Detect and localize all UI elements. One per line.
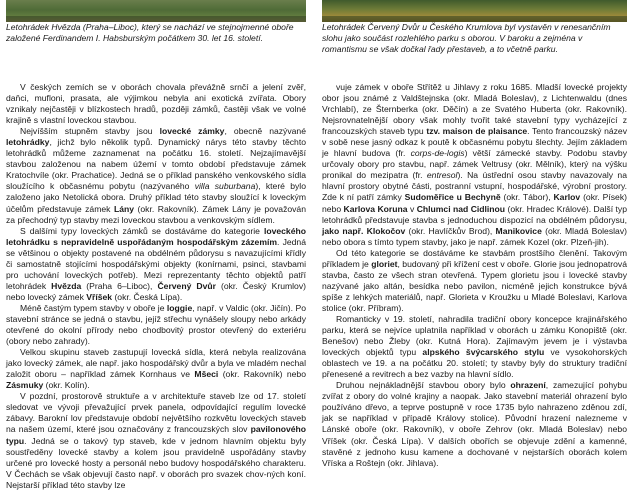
- text-run: Velkou skupinu staveb zastupují lovecká sídla, která nebyla realizována jako lovecký zámek, ale např. jako hospodářský dvůr a byla ve mladém nechal založit oboru – například zámek Kornhaus ve: [6, 347, 306, 380]
- bold-term: Lány: [113, 203, 135, 214]
- bold-term: pavilonového typu: [6, 424, 306, 446]
- text-run: V českých zemích se v oborách chovala převážně srnčí a jelení zvěř, daňci, mufloni, prasata, ale výjimkou nebyla ani exotická zvířata. Obory vznikaly nejčastěji v blízkostech hradů, později zámků, častěji však ve volné krajině s vlastní loveckou stavbou.: [6, 82, 306, 126]
- text-run: . Jedná se většinou o objekty postavené na obdélném půdorysu s navazujícími křídly či samostatně stojícími hospodářskými objekty (konírnami, psinci, stavbami pro uchování loveckých potřeb). Mezi reprezentanty těchto objektů patří letohrádek: [6, 236, 306, 291]
- paragraph: [6, 226, 306, 303]
- bold-term: Zásmuky: [6, 380, 44, 391]
- text-run: (okr. Písek) nebo: [322, 192, 627, 214]
- text-run: (okr. Český Krumlov) nebo lovecký zámek: [6, 280, 306, 302]
- bold-term: Mšeci: [194, 369, 219, 380]
- text-run: (okr. Rakovník) nebo: [218, 369, 306, 380]
- paragraph: [322, 380, 627, 468]
- text-run: (okr. Tábor),: [500, 192, 554, 203]
- text-run: . Jedná se o takový typ staveb, kde v jednom hlavním objektu byly soustředěny lovecké stavby a kolem jsou pravidelně uspořádány stavby určené pro lovecké hosty a personál nebo budovy hospodářského charakteru. V Čechách se však objevují často např. v oborách pro svazek chov-ných koní. Nejstarší příklad této stavby lze: [6, 435, 306, 490]
- text-run: (okr. Hradec Králové). Další typ letohrádků představuje stavba s jednoduchou dispozicí na obdélném půdorysu,: [322, 203, 627, 225]
- bold-term: tzv. maison de plaisance: [426, 126, 528, 137]
- text-run: v: [407, 203, 417, 214]
- text-run: (okr. Česká Lípa).: [112, 291, 183, 302]
- paragraph: [6, 347, 306, 391]
- text-run: (Praha 6–Liboc),: [81, 280, 158, 291]
- bold-term: Sudoměřice u Bechyně: [404, 192, 501, 203]
- bold-term: Vříšek: [86, 291, 113, 302]
- text-run: Méně častým typem stavby v oboře je: [20, 302, 167, 313]
- bold-term: gloriet: [371, 258, 398, 269]
- text-run: ) větší zámecké stavby. Podobu stavby určovaly obory pro stavbu, např. zámek Veltrusy (okr. Mělník), který na výšku pronikal do mezipatra (fr.: [322, 148, 628, 181]
- text-run: ), které bylo založeno jako Netolická obora. Druhý příklad této stavby sloužící k loveckým účelům představuje zámek: [6, 181, 306, 214]
- paragraph: [322, 82, 627, 248]
- paragraph: [322, 314, 627, 380]
- text-run: , obecně nazývané: [224, 126, 306, 137]
- bold-term: jako např. Klokočov: [322, 225, 406, 236]
- text-run: . Tento francouzský název v sobě nese jasný odkaz k poutě k občasnému pobytu šlechty. Jejím základem je hlavní budova (fr.: [322, 126, 628, 159]
- paragraph: [6, 126, 306, 225]
- caption-cerveny-dvur: Letohrádek Červený Dvůr u Českého Krumlova byl vystavěn v renesančním slohu jako součást rozlehlého parku s oborou. V baroku a zejména v romantismu se však dočkal řady přestaveb, a to včetně parku.: [322, 22, 611, 54]
- article-column-left: [6, 82, 306, 490]
- italic-term: entresol: [426, 170, 458, 181]
- text-run: (okr. Mladá Boleslav) nebo obora s tímto typem stavby, jako je např. zámek Kozel (okr. Plzeň-jih).: [322, 225, 627, 247]
- text-run: V pozdní, prostorově struktuře a v architektuře staveb lze od 17. století sledovat ve vývoji převažující prvek panela, odpovídající regulím lovecké zábavy. Barokní lov představuje období největšího rozkvětu loveckých staveb na našem území, které jsou označovány z francouzských slov: [6, 391, 306, 435]
- text-run: , zamezující pohybu zvířat z obory do volné krajiny a naopak. Jako stavební materiál ohrazení bylo používáno dřevo, a teprve postupně v roce 1735 bylo nahrazeno zděnou zdí, jak se například v případě Královy stolice). Původní hrazení nalezneme v Lánské oboře (okr. Rakovník), v oboře Zehrov (okr. Mladá Boleslav) nebo Vříšek (okr. Česká Lípa). V dalších obořích se objevuje zdění a kamenné, stavěné z jednoho kusu kamene a dochované v nejstarších oborách kolem Vříska a Roštejn (okr. Jihlava).: [322, 380, 627, 468]
- text-run: Nejvíšším stupněm stavby jsou: [20, 126, 160, 137]
- text-run: (okr. Rakovník). Zámek Lány je považován za přechodný typ stavby mezi loveckou stavbou a venkovským sídlem.: [6, 203, 306, 225]
- paragraph: [6, 82, 306, 126]
- text-run: , jichž bylo několik typů. Dynamický nárys této stavby těchto letohrádků můžeme zaznamenat na počátku 16. století. Nejzajímavější stavbou založenou na nabem úžemí v tomto období představuje zámek Kratochvíle (okr. Prachatice). Jedná se o příklad panského venkovského sídla sloužícího k občasnému pobytu (nazývaného: [6, 137, 306, 192]
- text-run: (okr. Havlíčkův Brod),: [405, 225, 496, 236]
- text-run: Druhou nejnákladnější stavbou obory bylo: [336, 380, 511, 391]
- bold-term: lovecké zámky: [159, 126, 225, 137]
- paragraph: [6, 303, 306, 347]
- text-run: , např. v Valdic (okr. Jičín). Po stavební stránce se jedná o stavbu, jejíž střechu vynášely sloupy nebo arkády otevřené do okolní přírody nebo chodbovitý prostor otevřený do exteriéru (obory nebo zahrady).: [6, 302, 306, 347]
- text-run: (okr. Kolín).: [43, 380, 90, 391]
- bold-term: Karlova Koruna: [343, 203, 408, 214]
- bold-term: alpského švýcarského stylu: [422, 347, 545, 358]
- bold-term: loveckého letohrádku s nepravidelně uspořádaným hospodářským zázemím: [6, 225, 306, 247]
- italic-term: villa suburbana: [194, 181, 256, 192]
- bold-term: Hvězda: [51, 280, 82, 291]
- photo-hvezda: [6, 0, 306, 22]
- bold-term: ohrazení: [510, 380, 546, 391]
- italic-term: corps-de-logis: [410, 148, 465, 159]
- bold-term: letohrádky: [6, 137, 50, 148]
- bold-term: loggie: [166, 302, 193, 313]
- paragraph: [6, 391, 306, 490]
- bold-term: Karlov: [553, 192, 581, 203]
- text-run: Romanticky v 19. století, nahradila tradiční obory koncepce krajinářského parku, která se nejvíce uplatnila například v oborách u zámku Konopiště (okr. Benešov) nebo Žleby (okr. Kutná Hora). Zajímavým jevem je i výstavba loveckých objektů typu: [322, 313, 627, 358]
- bold-term: Červený Dvůr: [157, 280, 216, 291]
- caption-hvezda: Letohrádek Hvězda (Praha–Liboc), který se nachází ve stejnojmenné oboře založené Ferdinandem I. Habsburským počátkem 30. let 16. století.: [6, 22, 294, 43]
- article-column-right: [322, 82, 628, 468]
- photo-cerveny-dvur: [322, 0, 627, 22]
- paragraph: [322, 248, 627, 314]
- text-run: S dalšími typy loveckých zámků se dostáváme do kategorie: [20, 225, 264, 236]
- text-run: Od této kategorie se dostáváme ke stavbám prostšího členění. Takovým příkladem je: [322, 247, 627, 269]
- bold-term: Manikovice: [495, 225, 542, 236]
- bold-term: Chlumci nad Cidlinou: [416, 203, 506, 214]
- text-run: vuje zámek v oboře Střítěž u Jihlavy z roku 1685. Mladší lovecké projekty obor jsou známé z Valdštejnska (okr. Mladá Boleslav), z Lichtenwaldu (dnes Vrchlabí), ze Šternberka (okr. Děčín) a ze Svatého Huberta (okr. Rakovník). Nejsrovnatelnější obory však mohly tvořit také stavební typy vycházející z francouzských staveb typu: [322, 82, 627, 137]
- text-run: ve vysokohorských oblastech ve 19. a na počátku 20. století; ty stavby byly do struktury tradiční přenesené a revitrech a bez vazby na hlavní sídlo.: [322, 347, 627, 380]
- text-run: , budovaný při křížení cest v oboře. Glorie jsou jednopatrová stavba, často ze všech stran otevřená. Typem glorietu jsou i lovecké stavby nazývané jako altán, besídka nebo pavilon, nicméně jejich konstrukce bývá spíše z lehkých materiálů, např. Glorieta v Kroužku u Mladé Boleslavi, Karlova stolice (okr. Příbram).: [322, 258, 627, 313]
- text-run: ). Na ústřední osou stavby navazovaly na hlavní prostory obytné části, postranní vstupní, hospodářské, výrobní prostory. Zde k ní patří zámky: [322, 170, 627, 203]
